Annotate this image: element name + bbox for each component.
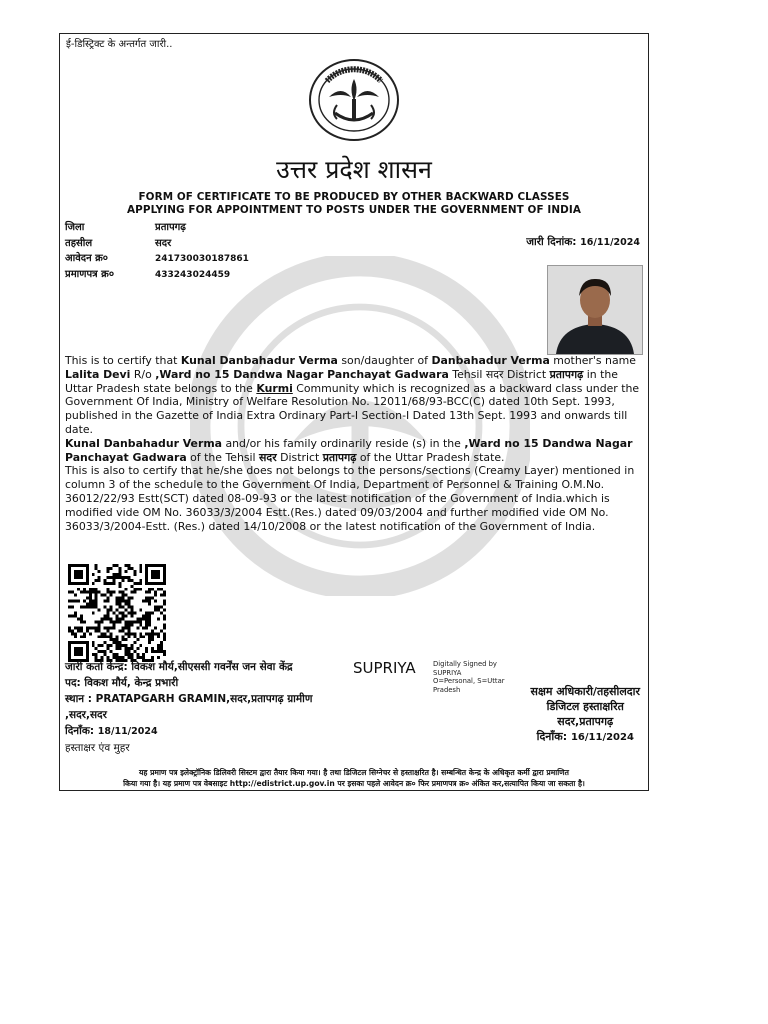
- issuer-date-label: दिनाँक:: [65, 725, 95, 737]
- issuer-date-value: 18/11/2024: [97, 726, 158, 737]
- authority-title: सक्षम अधिकारी/तहसीलदार: [530, 685, 640, 698]
- tehsil-name: सदर: [259, 450, 277, 464]
- issue-date: [526, 235, 640, 249]
- digitally-signed-note: डिजिटल हस्ताक्षरित: [546, 700, 624, 713]
- competent-authority-block: [531, 684, 640, 745]
- authority-date-label: दिनाँक:: [536, 730, 568, 743]
- digital-signature-line: Pradesh: [433, 685, 461, 694]
- body-text: of the Tehsil: [186, 450, 260, 464]
- form-heading: [60, 191, 648, 217]
- issuer-place-continued: ,सदर,सदर: [65, 709, 107, 721]
- signature-and-seal-note: हस्ताक्षर एंव मुहर: [65, 742, 130, 754]
- digital-signature-line: O=Personal, S=Uttar: [433, 677, 505, 685]
- authority-location: सदर,प्रतापगढ़: [557, 715, 614, 728]
- issuer-post: पद: विकश मौर्य, केन्द्र प्रभारी: [65, 677, 179, 689]
- issuing-centre-block: [65, 659, 312, 756]
- digital-signature-info: [433, 660, 505, 694]
- body-text: mother's name: [549, 354, 636, 367]
- footer-line-1: यह प्रमाण पत्र इलेक्ट्रॉनिक डिलिवरी सिस्टम द्वारा तैयार किया गया। है तथा डिजिटल सिग्नेचर से हस्ताक्षरित है। सम्बन्धित केन्द्र के अधिकृत कर्मी द्वारा प्रमाणित: [139, 768, 569, 777]
- body-text: District: [503, 367, 550, 381]
- up-state-emblem-icon: [307, 57, 401, 143]
- body-text: and/or his family ordinarily reside (s) in the: [222, 436, 465, 450]
- form-heading-line-2: APPLYING FOR APPOINTMENT TO POSTS UNDER THE GOVERNMENT OF INDIA: [127, 204, 581, 216]
- certificate-page: [59, 33, 649, 791]
- creamy-layer-paragraph: This is also to certify that he/she does not belongs to the persons/sections (Creamy Layer) mentioned in column 3 of the schedule to the Government Of India, Department of Personnel & Training O.M.No. 36012/22/93 Estt(SCT) dated 08-09-93 or the latest notification of the Government of India.which is modified vide OM No. 36033/3/2004 Estt.(Res.) dated 09/03/2004 and further modified vide OM No. 36033/3/2004-Estt. (Res.) dated 14/10/2008 or the latest notification of the Government of India.: [65, 464, 635, 533]
- qr-code-icon: [68, 564, 166, 662]
- authority-date: [531, 729, 640, 745]
- applicant-name: Kunal Danbahadur Verma: [65, 436, 223, 450]
- signer-name: SUPRIYA: [353, 659, 416, 677]
- application-number-row: [65, 250, 249, 264]
- person-photo-icon: [548, 266, 642, 354]
- body-text: of the Uttar Pradesh state.: [356, 450, 505, 464]
- issue-date-label: जारी दिनांक:: [526, 236, 577, 248]
- residence-address: ,Ward no 15 Dandwa Nagar Panchayat Gadwara: [65, 436, 633, 464]
- tehsil-row: [65, 235, 171, 249]
- form-heading-line-1: FORM OF CERTIFICATE TO BE PRODUCED BY OTHER BACKWARD CLASSES: [138, 191, 570, 203]
- body-text: District: [276, 450, 323, 464]
- body-text: in the Uttar Pradesh state belongs to the: [65, 367, 618, 395]
- verification-footer: [64, 767, 644, 789]
- mother-name: Lalita Devi: [65, 367, 131, 381]
- district-row: [65, 219, 186, 233]
- digital-signature-line: Digitally Signed by: [433, 660, 497, 668]
- certificate-number-row: [65, 266, 230, 280]
- district-name: प्रतापगढ़: [549, 367, 584, 381]
- application-number-label: आवेदन क्र०: [65, 253, 109, 264]
- district-name: प्रतापगढ़: [322, 450, 357, 464]
- father-name: Danbahadur Verma: [431, 354, 550, 367]
- issuer-date: [65, 723, 312, 740]
- certificate-number-value: 433243024459: [155, 270, 231, 280]
- applicant-address: ,Ward no 15 Dandwa Nagar Panchayat Gadwara: [155, 367, 449, 381]
- issued-under-edistrict-note: ई-डिस्ट्रिक्ट के अन्तर्गत जारी..: [66, 39, 173, 50]
- application-number-value: 241730030187861: [155, 254, 249, 264]
- body-text: Community which is recognized as a backward class under the Government Of India, Ministry of Welfare Resolution No. 12011/68/93-BCC(C) dated 10th Sept. 1993, published in the Gazette of India Extra Ordinary Part-I Section-I Dated 13th Sept. 1993 and onwards till date.: [65, 381, 640, 436]
- issuing-centre: जारी कर्ता केन्द्र: विकश मौर्य,सीएससी गवर्नेंस जन सेवा केंद्र: [65, 661, 293, 673]
- body-text: Tehsil: [448, 367, 486, 381]
- footer-line-2: किया गया है। यह प्रमाण पत्र वेबसाइट http://edistrict.up.gov.in पर इसका पहले आवेदन क्र० फिर प्रमाणपत्र क्र० अंकित कर,सत्यापित किया जा सकता है।: [123, 779, 585, 788]
- body-text: R/o: [130, 367, 156, 381]
- certificate-number-label: प्रमाणपत्र क्र०: [65, 269, 115, 280]
- digital-signature-line: SUPRIYA: [433, 668, 462, 677]
- body-text: son/daughter of: [337, 354, 432, 367]
- district-label: जिला: [65, 222, 85, 233]
- issue-date-value: 16/11/2024: [580, 237, 640, 248]
- tehsil-name: सदर: [485, 367, 504, 381]
- tehsil-value: सदर: [155, 238, 172, 249]
- issuer-place: स्थान : PRATAPGARH GRAMIN,सदर,प्रतापगढ़ ग्रामीण: [65, 693, 313, 705]
- government-title: उत्तर प्रदेश शासन: [276, 155, 432, 184]
- district-value: प्रतापगढ़: [155, 222, 186, 233]
- applicant-photo: [547, 265, 643, 355]
- authority-date-value: 16/11/2024: [570, 732, 634, 743]
- certificate-body: [65, 354, 643, 533]
- body-text: This is to certify that: [65, 354, 181, 367]
- tehsil-label: तहसील: [65, 238, 93, 249]
- caste-name: Kurmi: [256, 381, 293, 395]
- applicant-name: Kunal Danbahadur Verma: [180, 354, 338, 367]
